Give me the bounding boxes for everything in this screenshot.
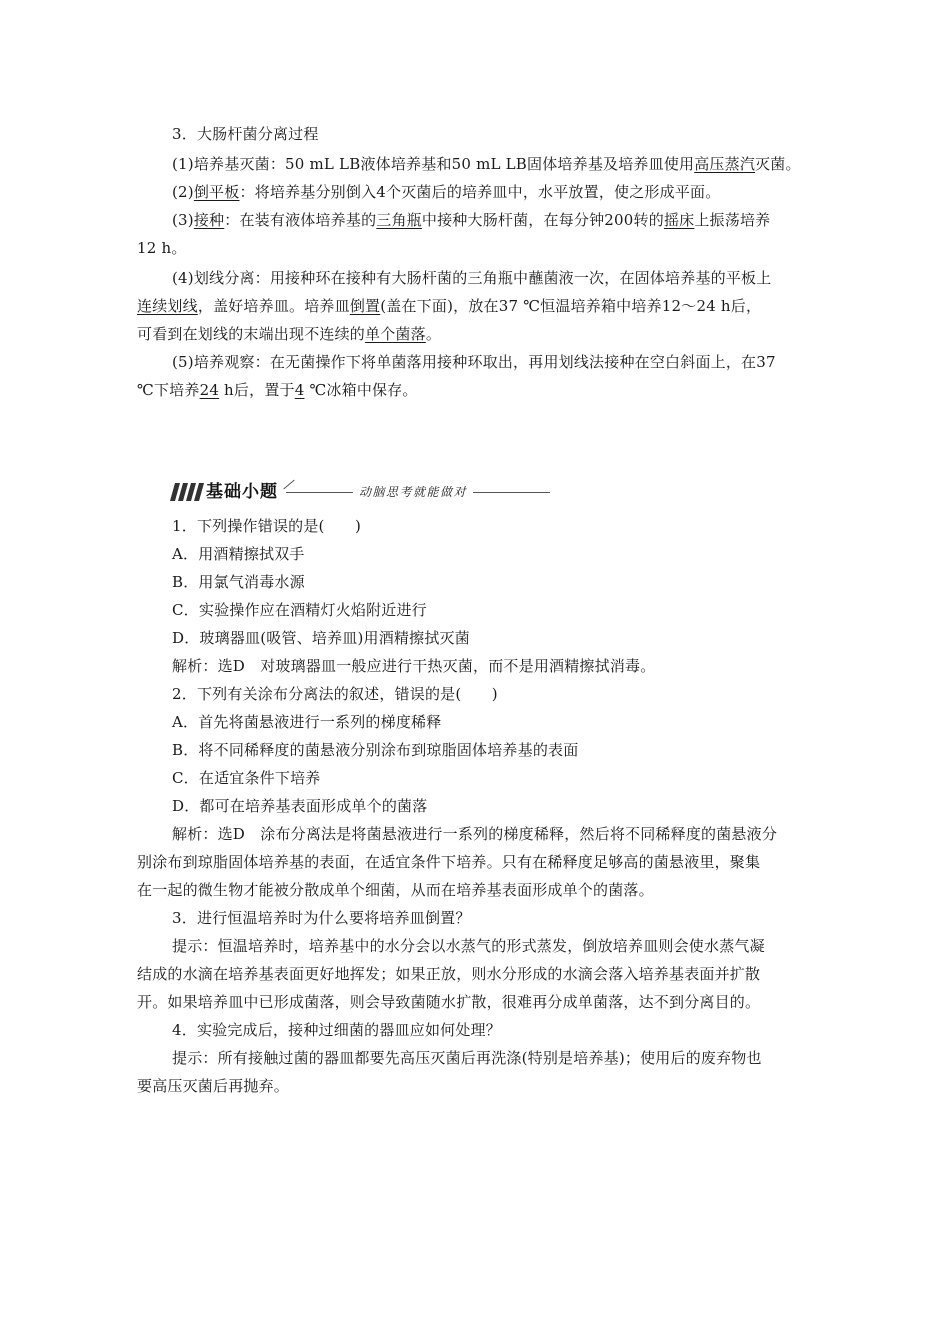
text: ：在装有液体培养基的 bbox=[224, 211, 377, 229]
question-2-analysis-line1: 解析：选D 涂布分离法是将菌悬液进行一系列的梯度稀释，然后将不同稀释度的菌悬液分 bbox=[172, 825, 778, 843]
paragraph-observe-line2 bbox=[137, 380, 418, 400]
question-1-analysis: 解析：选D 对玻璃器皿一般应进行干热灭菌，而不是用酒精擦拭消毒。 bbox=[172, 657, 656, 675]
underlined-term: 三角瓶 bbox=[376, 211, 422, 229]
underlined-term: 单个菌落 bbox=[365, 325, 426, 343]
question-4-stem: 4．实验完成后，接种过细菌的器皿应如何处理？ bbox=[172, 1021, 501, 1039]
question-1-option-c: C．实验操作应在酒精灯火焰附近进行 bbox=[172, 601, 427, 619]
question-2-option-b: B．将不同稀释度的菌悬液分别涂布到琼脂固体培养基的表面 bbox=[172, 741, 579, 759]
question-3-hint-line3: 开。如果培养皿中已形成菌落，则会导致菌随水扩散，很难再分成单菌落，达不到分离目的。 bbox=[137, 993, 761, 1011]
section-heading-title: 基础小题 bbox=[206, 482, 278, 502]
text: ，盖好培养皿。培养皿 bbox=[197, 297, 350, 315]
paragraph-inoculation-cont: 12 h。 bbox=[137, 239, 187, 257]
question-4-hint-line2: 要高压灭菌后再抛弃。 bbox=[137, 1077, 290, 1095]
paragraph-sterilization bbox=[172, 154, 801, 174]
question-3-stem: 3．进行恒温培养时为什么要将培养皿倒置？ bbox=[172, 909, 471, 927]
text: (1)培养基灭菌：50 mL LB液体培养基和50 mL LB固体培养基及培养皿使用 bbox=[172, 155, 695, 173]
text: ℃下培养 bbox=[137, 381, 200, 399]
text: 可看到在划线的末端出现不连续的 bbox=[137, 325, 366, 343]
section-heading-subtitle: 动脑思考就能做对 bbox=[353, 482, 473, 502]
section-heading-bar bbox=[170, 480, 550, 504]
text: 上振荡培养 bbox=[694, 211, 771, 229]
text: 灭菌。 bbox=[755, 155, 801, 173]
paragraph-inoculation bbox=[172, 210, 770, 230]
heading-divider bbox=[283, 480, 294, 490]
question-2-option-d: D．都可在培养基表面形成单个的菌落 bbox=[172, 797, 428, 815]
paragraph-observe-line1: (5)培养观察：在无菌操作下将单菌落用接种环取出，再用划线法接种在空白斜面上，在37 bbox=[172, 353, 776, 371]
underlined-term: 摇床 bbox=[663, 211, 695, 229]
question-3-hint-line2: 结成的水滴在培养基表面更好地挥发；如果正放，则水分形成的水滴会落入培养基表面并扩散 bbox=[137, 965, 761, 983]
underlined-term: 倒平板 bbox=[193, 183, 240, 201]
underlined-term: 接种 bbox=[193, 211, 225, 229]
question-3-hint-line1: 提示：恒温培养时，培养基中的水分会以水蒸气的形式蒸发，倒放培养皿则会使水蒸气凝 bbox=[172, 937, 765, 955]
paragraph-pour-plate bbox=[172, 182, 720, 202]
question-1-option-a: A．用酒精擦拭双手 bbox=[172, 545, 305, 563]
question-2-stem: 2．下列有关涂布分离法的叙述，错误的是( ) bbox=[172, 685, 498, 703]
text: 。 bbox=[425, 325, 442, 343]
section-title: 3．大肠杆菌分离过程 bbox=[172, 125, 319, 143]
question-1-option-b: B．用氯气消毒水源 bbox=[172, 573, 305, 591]
paragraph-streak-line1: (4)划线分离：用接种环在接种有大肠杆菌的三角瓶中蘸菌液一次，在固体培养基的平板上 bbox=[172, 269, 772, 287]
text: (3) bbox=[172, 211, 194, 229]
question-1-option-d: D．玻璃器皿(吸管、培养皿)用酒精擦拭灭菌 bbox=[172, 629, 470, 647]
paragraph-streak-line2 bbox=[137, 296, 761, 316]
text: ：将培养基分别倒入4个灭菌后的培养皿中，水平放置，使之形成平面。 bbox=[239, 183, 721, 201]
stripes-icon bbox=[170, 483, 204, 501]
text: (盖在下面)，放在37 ℃恒温培养箱中培养12～24 h后， bbox=[380, 297, 762, 315]
question-2-option-c: C．在适宜条件下培养 bbox=[172, 769, 321, 787]
question-2-analysis-line3: 在一起的微生物才能被分散成单个细菌，从而在培养基表面形成单个的菌落。 bbox=[137, 881, 654, 899]
text: 中接种大肠杆菌，在每分钟200转的 bbox=[421, 211, 664, 229]
text: (2) bbox=[172, 183, 194, 201]
paragraph-streak-line3 bbox=[137, 324, 441, 344]
question-2-analysis-line2: 别涂布到琼脂固体培养基的表面，在适宜条件下培养。只有在稀释度足够高的菌悬液里，聚集 bbox=[137, 853, 761, 871]
text: h后，置于 bbox=[219, 381, 295, 399]
question-1-stem: 1．下列操作错误的是( ) bbox=[172, 517, 362, 535]
underlined-term: 24 bbox=[199, 381, 220, 399]
underlined-term: 倒置 bbox=[349, 297, 381, 315]
underlined-term: 高压蒸汽 bbox=[694, 155, 756, 173]
question-4-hint-line1: 提示：所有接触过菌的器皿都要先高压灭菌后再洗涤(特别是培养基)；使用后的废弃物也 bbox=[172, 1049, 762, 1067]
underlined-term: 4 bbox=[294, 381, 305, 399]
question-2-option-a: A．首先将菌悬液进行一系列的梯度稀释 bbox=[172, 713, 442, 731]
text: ℃冰箱中保存。 bbox=[304, 381, 418, 399]
underlined-term: 连续划线 bbox=[137, 297, 198, 315]
